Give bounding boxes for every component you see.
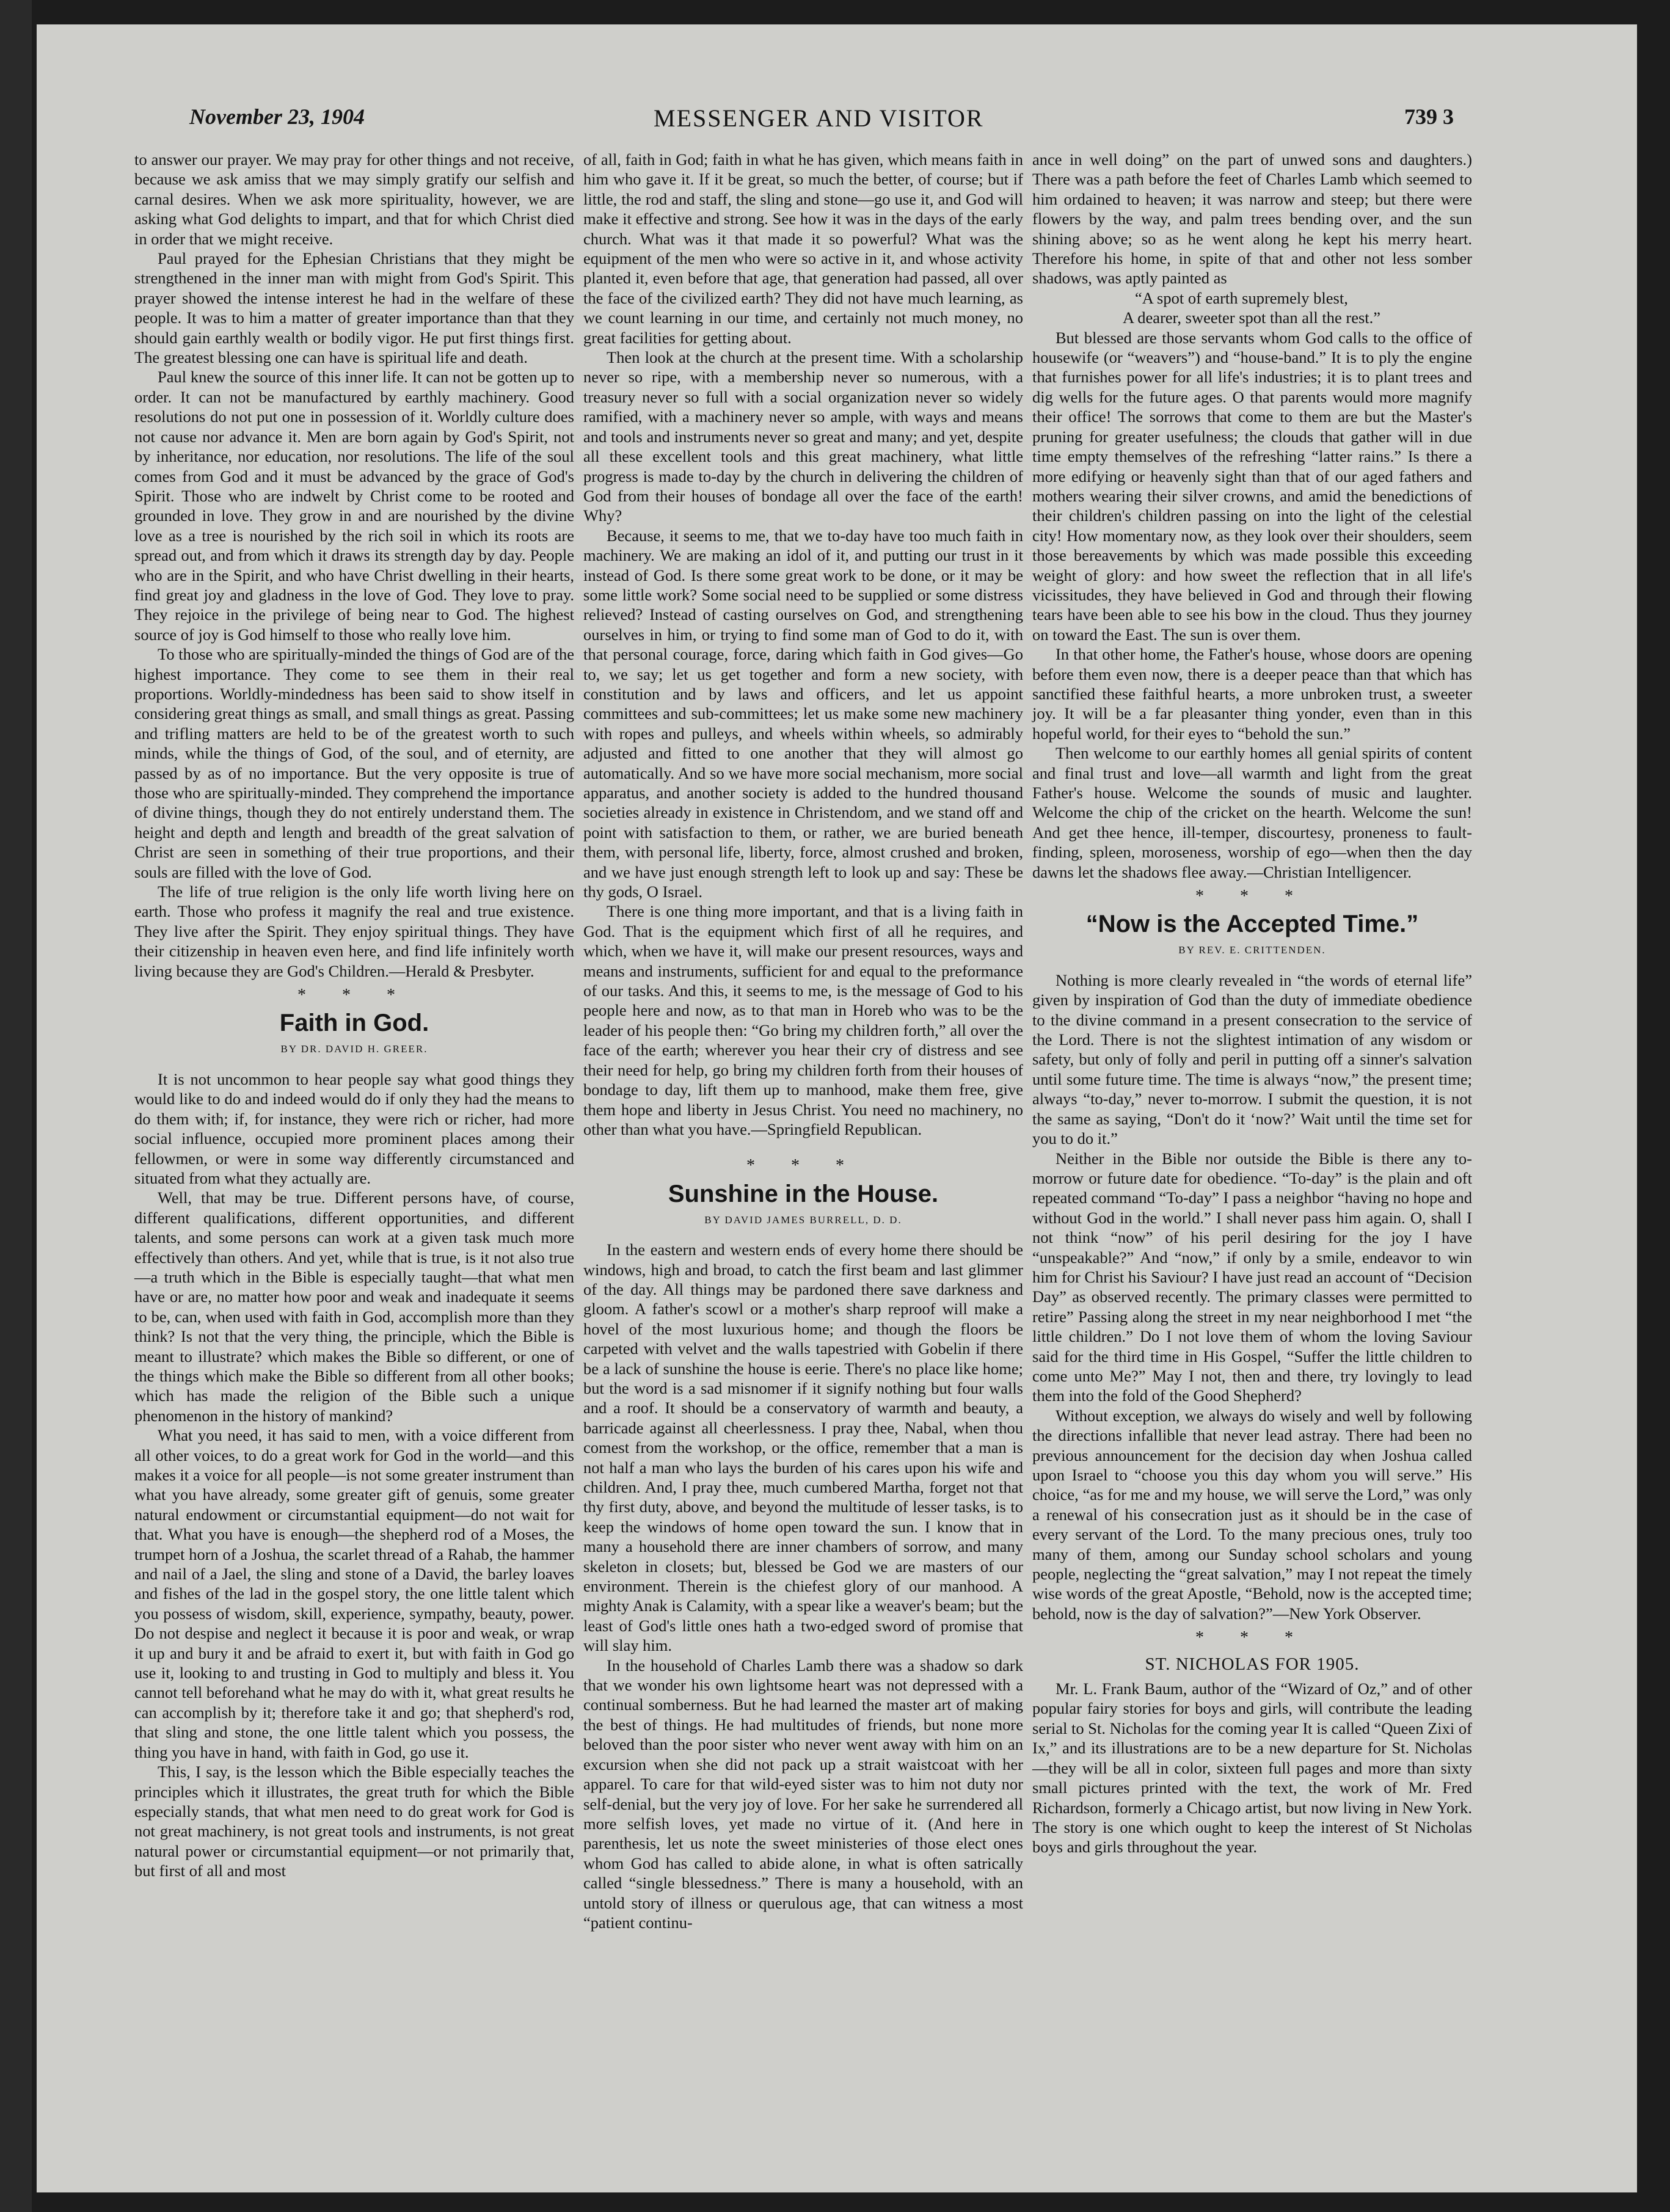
column-1	[134, 150, 574, 1881]
paragraph: This, I say, is the lesson which the Bible especially teaches the principles which it illustrates, the great truth for which the Bible especially stands, that what men need to do great work for God is not great machinery, is not great tools and instruments, is not great natural power or circumstantial equipment—or not primarily that, but first of all and most	[134, 1763, 574, 1880]
section-divider-stars: * * *	[297, 986, 411, 1005]
article-byline: BY DAVID JAMES BURRELL, D. D.	[704, 1213, 902, 1226]
paragraph: In the household of Charles Lamb there was a shadow so dark that we wonder his own lightsome heart was not depressed with a continual somberness. But he had learned the master art of making the best of things. He had multitudes of friends, but none more beloved than the poor sister who never went away with him on an excursion when she did not pack up a strait waistcoat with her apparel. To care for that wild-eyed sister was to him not duty nor self-denial, but the very joy of love. For her sake he surrendered all more selfish loves, yet made no virtue of it. (And here in parenthesis, let us note the sweet ministeries of those elect ones whom God has called to abide alone, in what is often satrically called “single blessedness.” There is many a household, with an untold story of illness or querulous age, that can witness a most “patient continu-	[583, 1656, 1023, 1932]
paragraph: Then look at the church at the present time. With a scholarship never so ripe, with a membership never so numerous, with a treasury never so full with a social organization never so widely ramified, with a machinery never so ample, with ways and means and tools and instruments never so great and many; and yet, despite all these excellent tools and this great machinery, what little progress is made to-day by the church in delivering the children of God from their houses of bondage all over the face of the earth! Why?	[583, 348, 1023, 525]
header-date: November 23, 1904	[189, 104, 365, 129]
paragraph: Neither in the Bible nor outside the Bible is there any to-morrow or future date for obedience. “To-day” is the plain and oft repeated command “To-day” I pass a neighbor “having no hope and without God in the world.” I shall never pass him again. O, shall I not think “now” of his peril desiring for the joy I have “unspeakable?” And “now,” if only by a smile, endeavor to win him for Christ his Saviour? I have just read an account of “Decision Day” as observed recently. The primary classes were permitted to retire” Passing along the street in my near neighborhood I met “the little children.” Do I not love them of whom the loving Saviour said for the third time in His Gospel, “Suffer the little children to come unto Me?” May I not, then and there, try lovingly to lead them into the fold of the Good Shepherd?	[1032, 1149, 1472, 1405]
header-page-number: 739 3	[1404, 104, 1454, 129]
paragraph: In that other home, the Father's house, whose doors are opening before them even now, there is a deeper peace than that which has sanctified these faithful hearts, a more unbroken trust, a sweeter joy. It will be a far pleasanter thing yonder, even than in this hopeful world, for their eyes to “behold the sun.”	[1032, 645, 1472, 743]
paragraph: ance in well doing” on the part of unwed sons and daughters.) There was a path before the feet of Charles Lamb which seemed to him ordained to heaven; it was narrow and steep; but there were flowers by the way, and palm trees bending over, and the sun shining above; so as he went along he kept his merry heart. Therefore his home, in spite of that and other not less somber shadows, was aptly painted as	[1032, 150, 1472, 288]
paragraph: In the eastern and western ends of every home there should be windows, high and broad, to catch the first beam and last glimmer of the day. All things may be pardoned there save darkness and gloom. A father's scowl or a mother's sharp reproof will make a hovel of the most luxurious home; and though the floors be carpeted with velvet and the walls tapestried with Gobelin if there be a lack of sunshine the house is eerie. There's no place like home; but the word is a sad misnomer if it signify nothing but four walls and a roof. It should be a conservatory of warmth and beauty, a barricade against all cheerlessness. I pray thee, Nabal, when thou comest from the workshop, or the office, remember that a man is not half a man who lays the burden of his cares upon his wife and children. And, I pray thee, much cumbered Martha, forget not that thy first duty, above, and beyond the multitude of lesser tasks, is to keep the windows of home open toward the sun. I know that in many a household there are inner chambers of sorrow, and many skeleton in closets; but, blessed be God we are masters of our environment. Therein is the chiefest glory of our manhood. A mighty Anak is Calamity, with a spear like a weaver's beam; but the least of God's little ones hath a two-edged sword of promise that will slay him.	[583, 1240, 1023, 1655]
article-title-sunshine-in-the-house: Sunshine in the House.	[668, 1180, 939, 1207]
scan-left-edge	[0, 0, 32, 2212]
section-divider-stars: * * *	[746, 1156, 860, 1176]
paragraph: It is not uncommon to hear people say what good things they would like to do and indeed would do if only they had the means to do them with; if, for instance, they were rich or richer, had more social influence, occupied more prominent places among their fellowmen, or were in some way differently circumstanced and situated from what they actually are.	[134, 1069, 574, 1187]
article-title-accepted-time: “Now is the Accepted Time.”	[1085, 911, 1419, 938]
paragraph: Nothing is more clearly revealed in “the words of eternal life” given by inspiration of God than the duty of immediate obedience to the divine command in a present consecration to the service of the Lord. There is not the slightest intimation of any wisdom or safety, but only of folly and peril in putting off a sinner's salvation until some future time. The time is always “now,” the present time; always “to-day,” never to-morrow. I submit the question, it is not the same as saying, “Don't do it ‘now?’ Wait until the time set for you to do it.”	[1032, 970, 1472, 1148]
paragraph: of all, faith in God; faith in what he has given, which means faith in him who gave it. If it be great, so much the better, of course; but if little, the rod and staff, the sling and stone—go use it, and God will make it effective and strong. See how it was in the days of the early church. What was it that made it so powerful? What was the equipment of the men who were so active in it, and whose activity planted it, even before that age, that generation had passed, all over the face of the civilized earth? They did not have much learning, as we count learning in our time, and certainly not much money, no great facilities for getting about.	[583, 150, 1023, 347]
paragraph: to answer our prayer. We may pray for other things and not receive, because we ask amiss that we may simply gratify our selfish and carnal desires. When we ask more spirituality, however, we are asking what God delights to impart, and that for which Christ died in order that we might receive.	[134, 150, 574, 248]
paragraph: Paul knew the source of this inner life. It can not be gotten up to order. It can not be manufactured by earthly machinery. Good resolutions do not put one in possession of it. Worldly culture does not cause nor advance it. Men are born again by God's Spirit, not by inheritance, nor education, nor resolutions. The life of the soul comes from God and it must be advanced by the grace of God's Spirit. Those who are indwelt by Christ come to be rooted and grounded in love. They grow in and are nourished by the divine love as a tree is nourished by the rich soil in which its roots are spread out, and from which it draws its strength day by day. People who are in the Spirit, and who have Christ dwelling in their hearts, find great joy and gladness in the love of God. They love to pray. They rejoice in the privilege of being near to God. The highest source of joy is God himself to those who really love him.	[134, 368, 574, 644]
paragraph: Mr. L. Frank Baum, author of the “Wizard of Oz,” and of other popular fairy stories for boys and girls, will contribute the leading serial to St. Nicholas for the coming year It is called “Queen Zixi of Ix,” and its illustrations are to be a new departure for St. Nicholas—they will be all in color, sixteen full pages and more than sixty small pictures printed with the text, the work of Mr. Fred Richardson, formerly a Chicago artist, but now living in New York. The story is one which ought to keep the interest of St Nicholas boys and girls throughout the year.	[1032, 1679, 1472, 1857]
page-header	[37, 98, 1637, 140]
paragraph: To those who are spiritually-minded the things of God are of the highest importance. They come to see them in their real proportions. Worldly-mindedness has been said to show itself in considering great things as small, and small things as great. Passing and trifling matters are held to be of the greatest worth to such minds, while the things of God, of the soul, and of eternity, are passed by as of no importance. But the very opposite is true of those who are spiritually-minded. They comprehend the importance of divine things, though they do not entirely understand them. The height and depth and length and breadth of the great salvation of Christ are seen in something of their true proportions, and their souls are filled with the love of God.	[134, 645, 574, 881]
paragraph: The life of true religion is the only life worth living here on earth. Those who profess it magnify the real and true existence. They live after the Spirit. They enjoy spiritual things. They have their citizenship in heaven even here, and find life infinitely worth living because they are God's Children.—Herald & Presbyter.	[134, 882, 574, 980]
paragraph: There is one thing more important, and that is a living faith in God. That is the equipment which first of all he requires, and which, when we have it, will make our present resources, ways and means and instruments, sufficient for and equal to the preformance of our tasks. And this, it seems to me, is the message of God to his people here and now, as to that man in Horeb who was to be the leader of his people then: “Go bring my children forth,” all over the face of the earth; wherever you hear their cry of distress and see their need for help, go bring my children forth from their houses of bondage to day, lift them up to manhood, make them free, give them hope and liberty in Jesus Christ. You need no machinery, no other than what you have.—Springfield Republican.	[583, 902, 1023, 1138]
paragraph: But blessed are those servants whom God calls to the office of housewife (or “weavers”) and “house-band.” It is to ply the engine that furnishes power for all life's industries; it is to plant trees and dig wells for the future ages. O that parents would more magnify their office! The sorrows that come to them are but the Master's pruning for greater usefulness; the clouds that gather will in due time empty themselves of the refreshing “latter rains.” Is there a more edifying or heavenly sight than that of our aged fathers and mothers wearing their silver crowns, and amid the benedictions of their children's children passing on into the light of the celestial city! How momentary now, as they look over their shoulders, seem those bereavements by which was made possible this exceeding weight of glory: and how sweet the reflection that in all life's vicissitudes, they have believed in God and through their flowing tears have been able to see his bow in the cloud. Thus they journey on toward the East. The sun is over them.	[1032, 328, 1472, 644]
column-3	[1032, 150, 1472, 1857]
poem-line: A dearer, sweeter spot than all the rest.”	[1123, 308, 1381, 327]
section-divider-stars: * * *	[1195, 1628, 1309, 1648]
paragraph: Well, that may be true. Different persons have, of course, different qualifications, different opportunities, and different talents, and some persons can work at a given task much more effectively than others. And yet, while that is true, is it not also true—a truth which in the Bible is especially taught—that what men have or are, no matter how poor and weak and inadequate it seems to be, can, when used with faith in God, accomplish more than they think? Is not that the very thing, the principle, which the Bible is meant to illustrate? which makes the Bible so different, or one of the things which make the Bible so different from all other books; which has made the religion of the Bible such a unique phenomenon in the history of mankind?	[134, 1188, 574, 1425]
newspaper-page	[37, 24, 1637, 2192]
section-divider-stars: * * *	[1195, 887, 1309, 906]
header-title: MESSENGER AND VISITOR	[654, 104, 984, 132]
paragraph: Then welcome to our earthly homes all genial spirits of content and final trust and love—all warmth and light from the great Father's house. Welcome the sounds of music and laughter. Welcome the chip of the cricket on the hearth. Welcome the sun! And get thee hence, ill-temper, discourtesy, proneness to fault-finding, spleen, moroseness, worship of ego—when then the day dawns let the shadows flee away.—Christian Intelligencer.	[1032, 744, 1472, 881]
paragraph: Because, it seems to me, that we to-day have too much faith in machinery. We are making an idol of it, and putting our trust in it instead of God. Is there some great work to be done, or it may be some little work? Some social need to be supplied or some distress relieved? Instead of casting ourselves on God, and strengthening ourselves in him, or trying to find some man of God to do it, with that personal courage, force, daring which faith in God gives—Go to, we say; let us get together and form a new society, with constitution and by laws and officers, and let us appoint committees and sub-committees; let us make some new machinery with ropes and pulleys, and wheels within wheels, so admirably adjusted and fitted to one another that they will almost go automatically. And so we have more social mechanism, more social apparatus, and another society is added to the hundred thousand societies already in existence in Christendom, and we stand off and point with satisfaction to them, or rather, we are buried beneath them, with personal life, liberty, force, almost crushed and broken, and we have just enough strength left to look up and say: These be thy gods, O Israel.	[583, 526, 1023, 901]
notice-title-st-nicholas: ST. NICHOLAS FOR 1905.	[1145, 1654, 1360, 1674]
paragraph: What you need, it has said to men, with a voice different from all other voices, to do a great work for God in the world—and this makes it a voice for all people—is not some greater instrument than what you have already, some greater gift of genuis, some greater natural endowment or circumstantial equipment—do not wait for that. What you have is enough—the shepherd rod of a Moses, the trumpet horn of a Joshua, the scarlet thread of a Rahab, the hammer and nail of a Jael, the sling and stone of a David, the barley loaves and fishes of the lad in the gospel story, the one little talent which you possess of wisdom, skill, experience, sympathy, beauty, power. Do not despise and neglect it because it is poor and weak, or wrap it up and bury it and be afraid to exert it, but with faith in God go use it, looking to and trusting in God to multiply and bless it. You cannot tell beforehand what he may do with it, what great results he can accomplish by it; therefore take it and go; that shepherd's rod, that sling and stone, the one little talent which you possess, the thing you have in hand, with faith in God, go use it.	[134, 1426, 574, 1761]
paragraph: Without exception, we always do wisely and well by following the directions infallible that never lead astray. There had been no previous announcement for the decision day when Joshua called upon Israel to “choose you this day whom you will serve.” His choice, “as for me and my house, we will serve the Lord,” was only a renewal of his consecration just as it should be in the case of every servant of the Lord. To the many precious ones, truly too many of them, among our Sunday school scholars and young people, neglecting the “great salvation,” may I not repeat the timely wise words of the great Apostle, “Behold, now is the accepted time; behold, now is the day of salvation?”—New York Observer.	[1032, 1406, 1472, 1623]
article-title-faith-in-god: Faith in God.	[279, 1010, 429, 1037]
column-2	[583, 150, 1023, 1932]
poem-line: “A spot of earth supremely blest,	[1135, 288, 1348, 307]
article-byline: BY DR. DAVID H. GREER.	[280, 1043, 428, 1055]
paragraph: Paul prayed for the Ephesian Christians that they might be strengthened in the inner man with might from God's Spirit. This prayer showed the intense interest he had in the welfare of these people. It was to him a matter of greater importance than that they should gain earthly wealth or bodily vigor. He put first things first. The greatest blessing one can have is spiritual life and death.	[134, 249, 574, 367]
article-byline: BY REV. E. CRITTENDEN.	[1178, 944, 1326, 956]
